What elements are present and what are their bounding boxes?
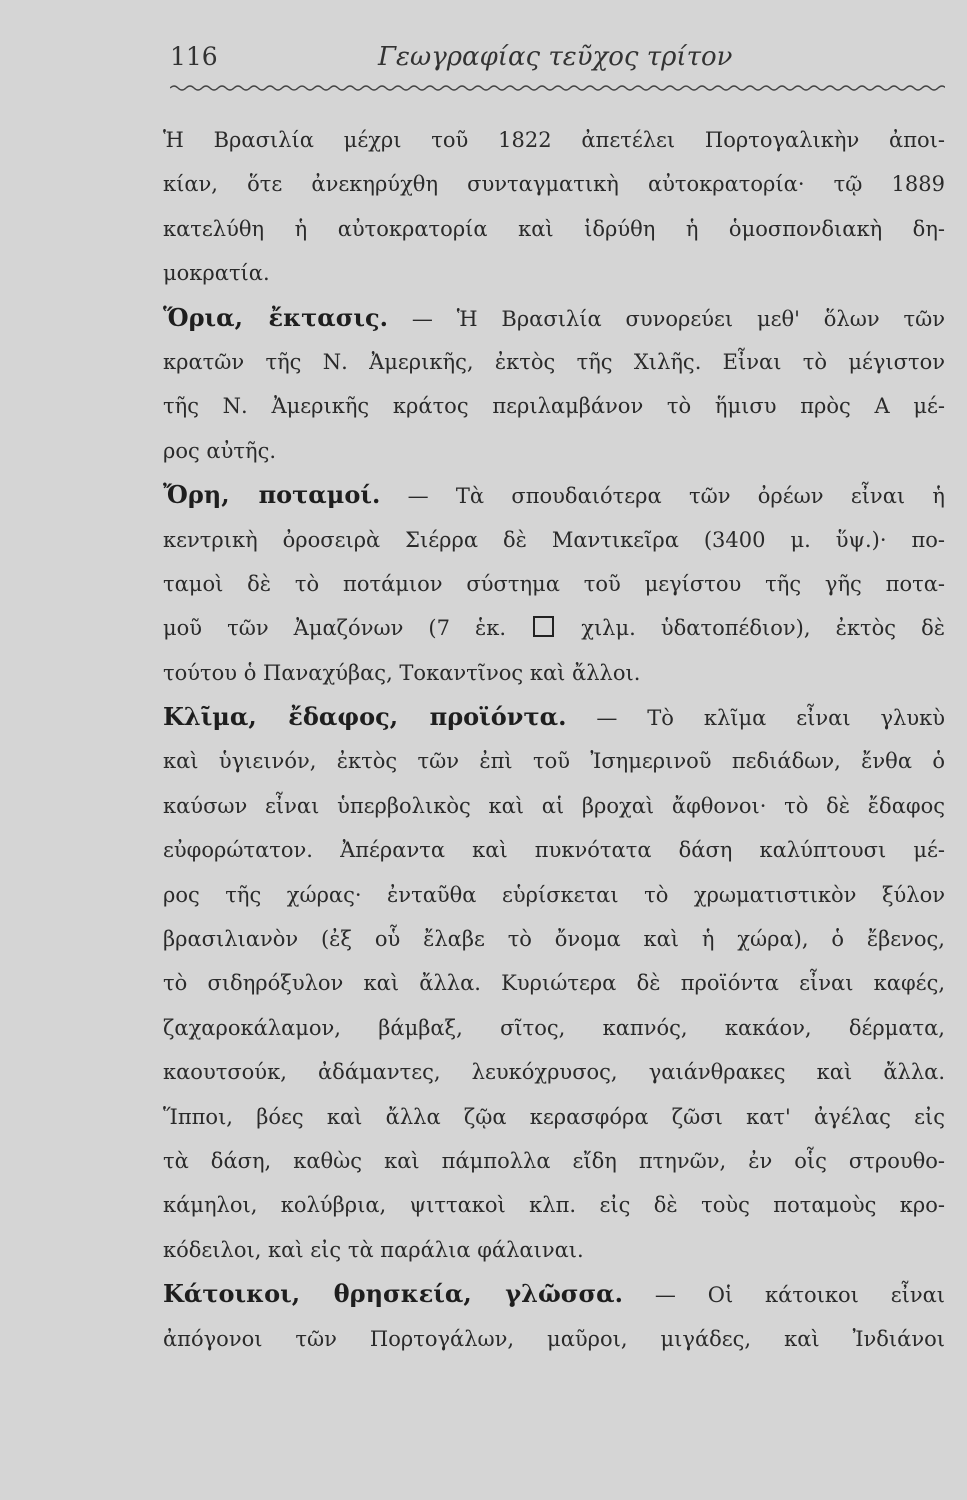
text-line <box>163 1317 945 1361</box>
text-line <box>163 340 945 384</box>
text-line <box>163 1228 945 1272</box>
text-line <box>163 606 945 650</box>
square-symbol-icon <box>533 616 554 637</box>
line-text: — Τὸ κλῖμα εἶναι γλυκὺ <box>596 706 945 731</box>
line-text: καύσων εἶναι ὑπερβολικὸς καὶ αἱ βροχαὶ ἄφθονοι· τὸ δὲ ἔδαφος <box>163 793 945 818</box>
text-line <box>163 473 945 517</box>
text-line <box>163 518 945 562</box>
line-text: — Ἡ Βρασιλία συνορεύει μεθ' ὅλων τῶν <box>411 306 945 331</box>
line-text: κόδειλοι, καὶ εἰς τὰ παράλια φάλαιναι. <box>163 1237 584 1262</box>
line-text: καουτσούκ, ἀδάμαντες, λευκόχρυσος, γαιάνθρακες καὶ ἄλλα. <box>163 1060 945 1085</box>
line-text: — Τὰ σπουδαιότερα τῶν ὀρέων εἶναι ἡ <box>407 484 945 509</box>
line-text: Ἡ Βρασιλία μέχρι τοῦ 1822 ἀπετέλει Πορτογαλικὴν ἀποι- <box>163 128 945 152</box>
text-line <box>163 739 945 783</box>
line-text: κεντρικὴ ὀροσειρὰ Σιέρρα δὲ Μαντικεῖρα (3400 μ. ὕψ.)· πο- <box>163 527 945 552</box>
line-text: τούτου ὁ Παναχύβας, Τοκαντῖνος καὶ ἄλλοι. <box>163 660 641 685</box>
text-line <box>163 917 945 961</box>
line-text: — Οἱ κάτοικοι εἶναι <box>654 1283 945 1308</box>
line-text: κίαν, ὅτε ἀνεκηρύχθη συνταγματικὴ αὐτοκρατορία· τῷ 1889 <box>163 172 945 197</box>
line-text: καὶ ὑγιεινόν, ἐκτὸς τῶν ἐπὶ τοῦ Ἰσημερινοῦ πεδιάδων, ἔνθα ὁ <box>163 749 945 774</box>
line-text: κάμηλοι, κολύβρια, ψιττακοὶ κλπ. εἰς δὲ τοὺς ποταμοὺς κρο- <box>163 1193 945 1218</box>
text-line <box>163 1050 945 1094</box>
text-line <box>163 1006 945 1050</box>
line-text: εὐφορώτατον. Ἀπέραντα καὶ πυκνότατα δάση καλύπτουσι μέ- <box>163 838 945 863</box>
text-line <box>163 828 945 872</box>
line-text: τῆς Ν. Ἀμερικῆς κράτος περιλαμβάνον τὸ ἥμισυ πρὸς Α μέ- <box>163 394 945 419</box>
line-text: μοκρατία. <box>163 261 270 286</box>
text-line <box>163 251 945 295</box>
text-line <box>163 651 945 695</box>
line-text: ταμοὶ δὲ τὸ ποτάμιον σύστημα τοῦ μεγίστου τῆς γῆς ποτα- <box>163 571 945 596</box>
page-header <box>170 42 940 82</box>
text-line <box>163 384 945 428</box>
text-line <box>163 562 945 606</box>
line-text: κρατῶν τῆς Ν. Ἀμερικῆς, ἐκτὸς τῆς Χιλῆς. Εἶναι τὸ μέγιστον <box>163 349 945 374</box>
text-line <box>163 118 945 162</box>
line-text: ζαχαροκάλαμον, βάμβαξ, σῖτος, καπνός, κακάον, δέρματα, <box>163 1015 945 1040</box>
body-text <box>163 118 945 1361</box>
line-text: τὸ σιδηρόξυλον καὶ ἄλλα. Κυριώτερα δὲ προϊόντα εἶναι καφές, <box>163 971 945 996</box>
text-line <box>163 961 945 1005</box>
section-heading: Ὅρια, ἔκτασις. <box>163 302 388 332</box>
line-text: τὰ δάση, καθὼς καὶ πάμπολλα εἴδη πτηνῶν, ἐν οἷς στρουθο- <box>163 1148 945 1173</box>
running-title: Γεωγραφίας τεῦχος τρίτον <box>378 42 733 72</box>
text-line <box>163 207 945 251</box>
line-text: χιλμ. ὑδατοπέδιον), ἐκτὸς δὲ <box>581 616 945 641</box>
line-text: κατελύθη ἡ αὐτοκρατορία καὶ ἱδρύθη ἡ ὁμοσπονδιακὴ δη- <box>163 216 945 241</box>
text-line <box>163 1272 945 1316</box>
text-line <box>163 1095 945 1139</box>
page-number: 116 <box>170 42 218 71</box>
line-text: Ἵπποι, βόες καὶ ἄλλα ζῷα κερασφόρα ζῶσι κατ' ἀγέλας εἰς <box>163 1104 945 1129</box>
text-line <box>163 162 945 206</box>
wavy-header-rule <box>170 84 945 92</box>
text-line <box>163 296 945 340</box>
text-line <box>163 695 945 739</box>
line-text: μοῦ τῶν Ἀμαζόνων (7 ἑκ. <box>163 616 507 641</box>
line-text: ἀπόγονοι τῶν Πορτογάλων, μαῦροι, μιγάδες, καὶ Ἰνδιάνοι <box>163 1326 945 1351</box>
section-heading: Κάτοικοι, θρησκεία, γλῶσσα. <box>163 1279 624 1309</box>
text-line <box>163 1139 945 1183</box>
line-text: ρος τῆς χώρας· ἐνταῦθα εὑρίσκεται τὸ χρωματιστικὸν ξύλον <box>163 882 945 907</box>
text-line <box>163 873 945 917</box>
line-text: ρος αὐτῆς. <box>163 438 277 463</box>
section-heading: Ὄρη, ποταμοί. <box>163 480 381 510</box>
section-heading: Κλῖμα, ἔδαφος, προϊόντα. <box>163 702 567 732</box>
text-line <box>163 784 945 828</box>
text-line <box>163 429 945 473</box>
line-text: βρασιλιανὸν (ἐξ οὗ ἔλαβε τὸ ὄνομα καὶ ἡ χώρα), ὁ ἔβενος, <box>163 927 945 952</box>
text-line <box>163 1183 945 1227</box>
